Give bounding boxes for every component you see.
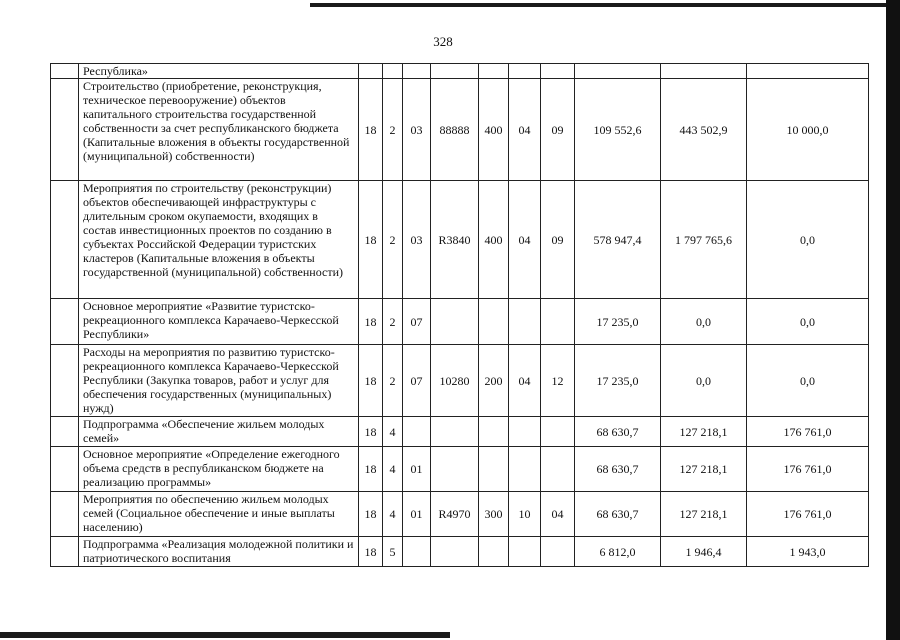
page-number: 328 <box>433 34 453 49</box>
row-marker-cell <box>51 299 79 345</box>
code-cell: 18 <box>359 345 383 417</box>
direction-cell: 10280 <box>431 345 479 417</box>
amount-cell-1: 68 630,7 <box>575 492 661 537</box>
table-row <box>51 537 869 567</box>
expense-type-cell: 200 <box>479 345 509 417</box>
expense-type-cell <box>479 537 509 567</box>
row-marker-cell <box>51 492 79 537</box>
amount-cell-1: 17 235,0 <box>575 345 661 417</box>
amount-cell-2: 0,0 <box>661 299 747 345</box>
subprogram-cell: 4 <box>383 417 403 447</box>
subsection-cell: 09 <box>541 79 575 181</box>
table-row <box>51 492 869 537</box>
amount-cell-2: 127 218,1 <box>661 447 747 492</box>
code-cell: 18 <box>359 447 383 492</box>
amount-cell-3: 0,0 <box>747 345 869 417</box>
measure-cell <box>403 64 431 79</box>
subprogram-cell: 2 <box>383 79 403 181</box>
direction-cell: 88888 <box>431 79 479 181</box>
code-cell: 18 <box>359 299 383 345</box>
section-cell <box>509 299 541 345</box>
subsection-cell: 12 <box>541 345 575 417</box>
subsection-cell <box>541 537 575 567</box>
item-name-cell: Мероприятия по обеспечению жильем молодых семей (Социальное обеспечение и иные выплаты населению) <box>79 492 359 537</box>
table-row <box>51 79 869 181</box>
budget-table <box>50 63 869 567</box>
item-name-cell: Расходы на мероприятия по развитию туристско-рекреационного комплекса Карачаево-Черкесской Республики (Закупка товаров, работ и услуг для обеспечения государственных (муниципальных) нужд) <box>79 345 359 417</box>
section-cell <box>509 537 541 567</box>
section-cell: 04 <box>509 345 541 417</box>
section-cell: 04 <box>509 181 541 299</box>
measure-cell: 01 <box>403 492 431 537</box>
measure-cell: 07 <box>403 299 431 345</box>
subprogram-cell: 5 <box>383 537 403 567</box>
amount-cell-3: 0,0 <box>747 299 869 345</box>
expense-type-cell <box>479 417 509 447</box>
amount-cell-2: 443 502,9 <box>661 79 747 181</box>
amount-cell-1: 6 812,0 <box>575 537 661 567</box>
section-cell <box>509 447 541 492</box>
direction-cell <box>431 537 479 567</box>
code-cell: 18 <box>359 492 383 537</box>
row-marker-cell <box>51 79 79 181</box>
section-cell: 04 <box>509 79 541 181</box>
item-name-cell: Основное мероприятие «Развитие туристско-рекреационного комплекса Карачаево-Черкесской Республики» <box>79 299 359 345</box>
item-name-cell: Республика» <box>79 64 359 79</box>
table-row <box>51 447 869 492</box>
subsection-cell <box>541 299 575 345</box>
subprogram-cell <box>383 64 403 79</box>
table-row <box>51 181 869 299</box>
amount-cell-1: 68 630,7 <box>575 417 661 447</box>
table-row <box>51 299 869 345</box>
amount-cell-3: 176 761,0 <box>747 447 869 492</box>
subsection-cell <box>541 64 575 79</box>
expense-type-cell <box>479 447 509 492</box>
subsection-cell <box>541 447 575 492</box>
direction-cell: R3840 <box>431 181 479 299</box>
section-cell <box>509 417 541 447</box>
amount-cell-1: 17 235,0 <box>575 299 661 345</box>
subprogram-cell: 2 <box>383 299 403 345</box>
expense-type-cell: 400 <box>479 79 509 181</box>
subsection-cell <box>541 417 575 447</box>
amount-cell-2: 127 218,1 <box>661 492 747 537</box>
table-row <box>51 345 869 417</box>
direction-cell <box>431 299 479 345</box>
row-marker-cell <box>51 417 79 447</box>
amount-cell-2: 127 218,1 <box>661 417 747 447</box>
subprogram-cell: 4 <box>383 447 403 492</box>
row-marker-cell <box>51 447 79 492</box>
measure-cell: 03 <box>403 181 431 299</box>
code-cell: 18 <box>359 537 383 567</box>
amount-cell-1: 109 552,6 <box>575 79 661 181</box>
section-cell <box>509 64 541 79</box>
item-name-cell: Подпрограмма «Реализация молодежной политики и патриотического воспитания <box>79 537 359 567</box>
amount-cell-3: 176 761,0 <box>747 492 869 537</box>
item-name-cell: Строительство (приобретение, реконструкция, техническое перевооружение) объектов капитального строительства государственной собственности за счет республиканского бюджета (Капитальные вложения в объекты государственной (муниципальной) собственности) <box>79 79 359 181</box>
amount-cell-3: 1 943,0 <box>747 537 869 567</box>
measure-cell <box>403 417 431 447</box>
amount-cell-3: 0,0 <box>747 181 869 299</box>
budget-table-body <box>51 64 869 567</box>
amount-cell-1 <box>575 64 661 79</box>
expense-type-cell <box>479 64 509 79</box>
amount-cell-3: 10 000,0 <box>747 79 869 181</box>
measure-cell: 07 <box>403 345 431 417</box>
row-marker-cell <box>51 345 79 417</box>
item-name-cell: Основное мероприятие «Определение ежегодного объема средств в республиканском бюджете на реализацию программы» <box>79 447 359 492</box>
scan-edge-right <box>886 0 900 640</box>
measure-cell: 03 <box>403 79 431 181</box>
code-cell: 18 <box>359 417 383 447</box>
scan-edge-top <box>310 3 900 7</box>
amount-cell-1: 578 947,4 <box>575 181 661 299</box>
expense-type-cell <box>479 299 509 345</box>
direction-cell: R4970 <box>431 492 479 537</box>
row-marker-cell <box>51 181 79 299</box>
expense-type-cell: 300 <box>479 492 509 537</box>
amount-cell-2: 0,0 <box>661 345 747 417</box>
subprogram-cell: 2 <box>383 181 403 299</box>
subprogram-cell: 4 <box>383 492 403 537</box>
table-row <box>51 64 869 79</box>
row-marker-cell <box>51 537 79 567</box>
amount-cell-1: 68 630,7 <box>575 447 661 492</box>
direction-cell <box>431 447 479 492</box>
subsection-cell: 04 <box>541 492 575 537</box>
subprogram-cell: 2 <box>383 345 403 417</box>
direction-cell <box>431 417 479 447</box>
amount-cell-2 <box>661 64 747 79</box>
subsection-cell: 09 <box>541 181 575 299</box>
amount-cell-2: 1 797 765,6 <box>661 181 747 299</box>
code-cell: 18 <box>359 79 383 181</box>
scan-edge-bottom <box>0 632 450 638</box>
measure-cell: 01 <box>403 447 431 492</box>
row-marker-cell <box>51 64 79 79</box>
direction-cell <box>431 64 479 79</box>
amount-cell-2: 1 946,4 <box>661 537 747 567</box>
item-name-cell: Подпрограмма «Обеспечение жильем молодых семей» <box>79 417 359 447</box>
code-cell <box>359 64 383 79</box>
code-cell: 18 <box>359 181 383 299</box>
expense-type-cell: 400 <box>479 181 509 299</box>
section-cell: 10 <box>509 492 541 537</box>
table-row <box>51 417 869 447</box>
amount-cell-3: 176 761,0 <box>747 417 869 447</box>
amount-cell-3 <box>747 64 869 79</box>
measure-cell <box>403 537 431 567</box>
item-name-cell: Мероприятия по строительству (реконструкции) объектов обеспечивающей инфраструктуры с длительным сроком окупаемости, входящих в состав инвестиционных проектов по созданию в субъектах Российской Федерации туристских кластеров (Капитальные вложения в объекты государственной (муниципальной) собственности) <box>79 181 359 299</box>
